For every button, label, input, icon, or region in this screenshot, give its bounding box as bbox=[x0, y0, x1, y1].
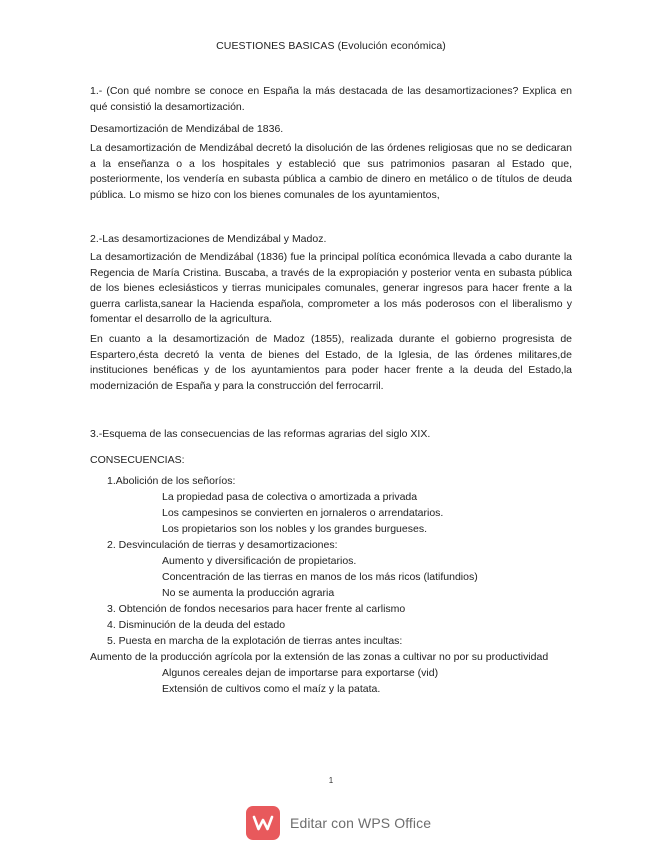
answer-1-text: La desamortización de Mendizábal decretó la disolución de las órdenes religiosas que no se dedicaran a la enseñanza o a los hospitales y estableció que sus patrimonios pasaran al Estado que, posteriormente, los vendería en subasta pública a cambio de dinero en metálico o de títulos de deuda pública. Lo mismo se hizo con los bienes comunales de los ayuntamientos, bbox=[90, 142, 572, 201]
consequence-item-5: 5. Puesta en marcha de la explotación de tierras antes incultas: bbox=[107, 635, 403, 647]
question-1 bbox=[90, 84, 572, 115]
consequence-item-5-note: Aumento de la producción agrícola por la extensión de las zonas a cultivar no por su productividad bbox=[90, 651, 549, 663]
consequences-heading-block bbox=[90, 453, 572, 469]
answer-1 bbox=[90, 141, 572, 203]
consequence-item-3: 3. Obtención de fondos necesarios para hacer frente al carlismo bbox=[107, 603, 406, 615]
consequence-item-1: 1.Abolición de los señoríos: bbox=[107, 475, 236, 487]
edit-with-wps-label: Editar con WPS Office bbox=[290, 815, 432, 831]
answer-1-title-block bbox=[90, 122, 572, 138]
consequence-subitem: Los propietarios son los nobles y los grandes burgueses. bbox=[162, 523, 427, 535]
consequence-subitem: Los campesinos se convierten en jornaleros o arrendatarios. bbox=[162, 507, 444, 519]
consequence-item-4: 4. Disminución de la deuda del estado bbox=[107, 619, 286, 631]
answer-2-p2: En cuanto a la desamortización de Madoz (1855), realizada durante el gobierno progresista de Espartero,ésta decretó la venta de bienes del Estado, de la Iglesia, de las órdenes militares,de instituciones benéficas y de los ayuntamientos para poder hacer frente a la deuda del Estado,la modernización de España y para la construcción del ferrocarril. bbox=[90, 333, 572, 392]
wps-logo-icon bbox=[246, 806, 280, 840]
edit-with-wps-button[interactable] bbox=[246, 806, 431, 840]
consequences-heading: CONSECUENCIAS: bbox=[90, 454, 185, 466]
consequence-subitem: Extensión de cultivos como el maíz y la patata. bbox=[162, 683, 381, 695]
document-title: CUESTIONES BASICAS (Evolución económica) bbox=[216, 40, 446, 52]
question-2 bbox=[90, 232, 572, 248]
answer-2-paragraph-2 bbox=[90, 332, 572, 394]
answer-1-title: Desamortización de Mendizábal de 1836. bbox=[90, 123, 284, 135]
page-number: 1 bbox=[328, 776, 334, 785]
question-2-text: 2.-Las desamortizaciones de Mendizábal y Madoz. bbox=[90, 233, 327, 245]
answer-2-paragraph-1 bbox=[90, 250, 572, 328]
answer-2-p1: La desamortización de Mendizábal (1836) fue la principal política económica llevada a cabo durante la Regencia de María Cristina. Buscaba, a través de la expropiación y posterior venta en subasta pública de los bienes eclesiásticos y tierras municipales comunales, generar ingresos para hacer frente a la guerra carlista,sanear la Hacienda española, comprometer a los más poderosos con el liberalismo y fomentar el desarrollo de la agricultura. bbox=[90, 251, 572, 326]
consequence-item-2: 2. Desvinculación de tierras y desamortizaciones: bbox=[107, 539, 338, 551]
question-3-text: 3.-Esquema de las consecuencias de las reformas agrarias del siglo XIX. bbox=[90, 428, 431, 440]
consequence-subitem: No se aumenta la producción agraria bbox=[162, 587, 335, 599]
question-3 bbox=[90, 427, 572, 443]
consequence-subitem: Aumento y diversificación de propietarios. bbox=[162, 555, 357, 567]
question-1-text: 1.- (Con qué nombre se conoce en España la más destacada de las desamortizaciones? Explica en qué consistió la desamortización. bbox=[90, 85, 572, 113]
consequence-subitem: La propiedad pasa de colectiva o amortizada a privada bbox=[162, 491, 418, 503]
consequence-subitem: Concentración de las tierras en manos de los más ricos (latifundios) bbox=[162, 571, 478, 583]
consequence-subitem: Algunos cereales dejan de importarse para exportarse (vid) bbox=[162, 667, 439, 679]
